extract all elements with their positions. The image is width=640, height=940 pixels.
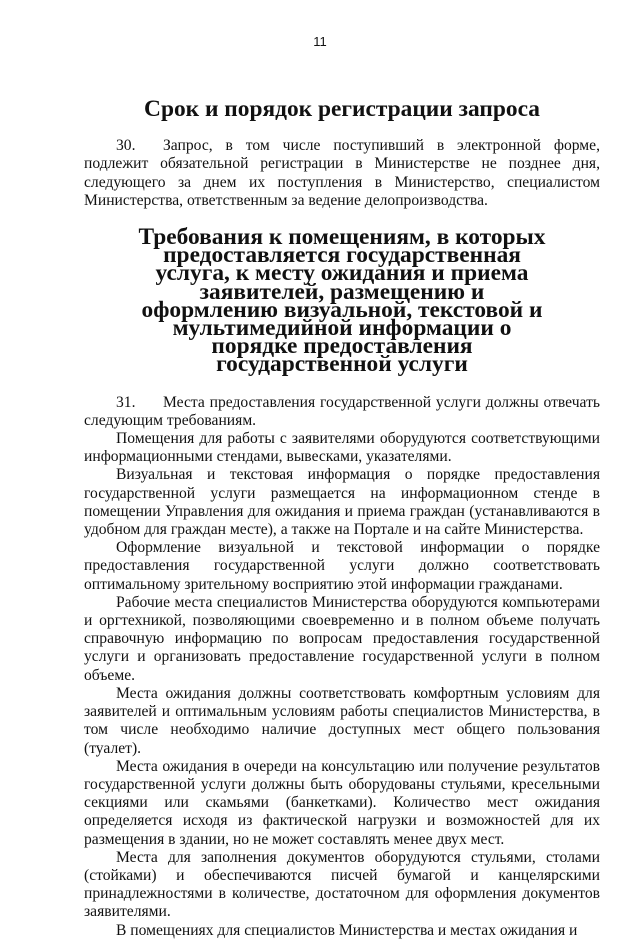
- section-heading-premises-requirements: Требования к помещениям, в которых предоставляется государственная услуга, к месту ожидания и приема заявителей, размещению и оформлению визуальной, текстовой и мультимедийной информации о порядке предоставления государственной услуги: [138, 224, 546, 378]
- paragraph-number-31: 31.: [116, 393, 136, 411]
- section-heading-registration: Срок и порядок регистрации запроса: [144, 96, 540, 122]
- page-number: 11: [313, 34, 327, 49]
- paragraph-workplaces: Рабочие места специалистов Министерства оборудуются компьютерами и оргтехникой, позволяющими своевременно и в полном объеме получать справочную информацию по вопросам предоставления государственной услуги и организовать предоставление государственной услуги в полном объеме.: [84, 593, 600, 684]
- paragraph-waiting-areas: Места ожидания должны соответствовать комфортным условиям для заявителей и оптимальным условиям работы специалистов Министерства, в том числе необходимо наличие доступных мест общего пользования (туалет).: [84, 684, 600, 757]
- document-body: [84, 96, 600, 940]
- paragraph-number-30: 30.: [116, 137, 136, 155]
- paragraph-queue-seating: Места ожидания в очереди на консультацию или получение результатов государственной услуги должны быть оборудованы стульями, кресельными секциями или скамьями (банкетками). Количество мест ожидания определяется исходя из фактической нагрузки и возможностей для их размещения в здании, но не может составлять менее двух мест.: [84, 757, 600, 848]
- paragraph-info-stands: Помещения для работы с заявителями оборудуются соответствующими информационными стендами, вывесками, указателями.: [84, 430, 600, 466]
- paragraph-30-text: Запрос, в том числе поступивший в электронной форме, подлежит обязательной регистрации в Министерстве не позднее дня, следующего за днем их поступления в Министерство, специалистом Министерства, ответственным за ведение делопроизводства.: [84, 137, 600, 209]
- paragraph-document-desks: Места для заполнения документов оборудуются стульями, столами (стойками) и обеспечиваются писчей бумагой и канцелярскими принадлежностями в количестве, достаточном для оформления документов заявителями.: [84, 848, 600, 921]
- paragraph-info-design: Оформление визуальной и текстовой информации о порядке предоставления государственной услуги должно соответствовать оптимальному зрительному восприятию этой информации гражданами.: [84, 539, 600, 593]
- paragraph-30: [84, 137, 600, 210]
- paragraph-specialist-rooms: В помещениях для специалистов Министерства и местах ожидания и: [116, 921, 578, 939]
- paragraph-visual-info: Визуальная и текстовая информация о порядке предоставления государственной услуги размещается на информационном стенде в помещении Управления для ожидания и приема граждан (устанавливаются в удобном для граждан месте), а также на Портале и на сайте Министерства.: [84, 466, 600, 539]
- paragraph-31: [84, 394, 600, 430]
- paragraph-31-text: Места предоставления государственной услуги должны отвечать следующим требованиям.: [84, 393, 600, 429]
